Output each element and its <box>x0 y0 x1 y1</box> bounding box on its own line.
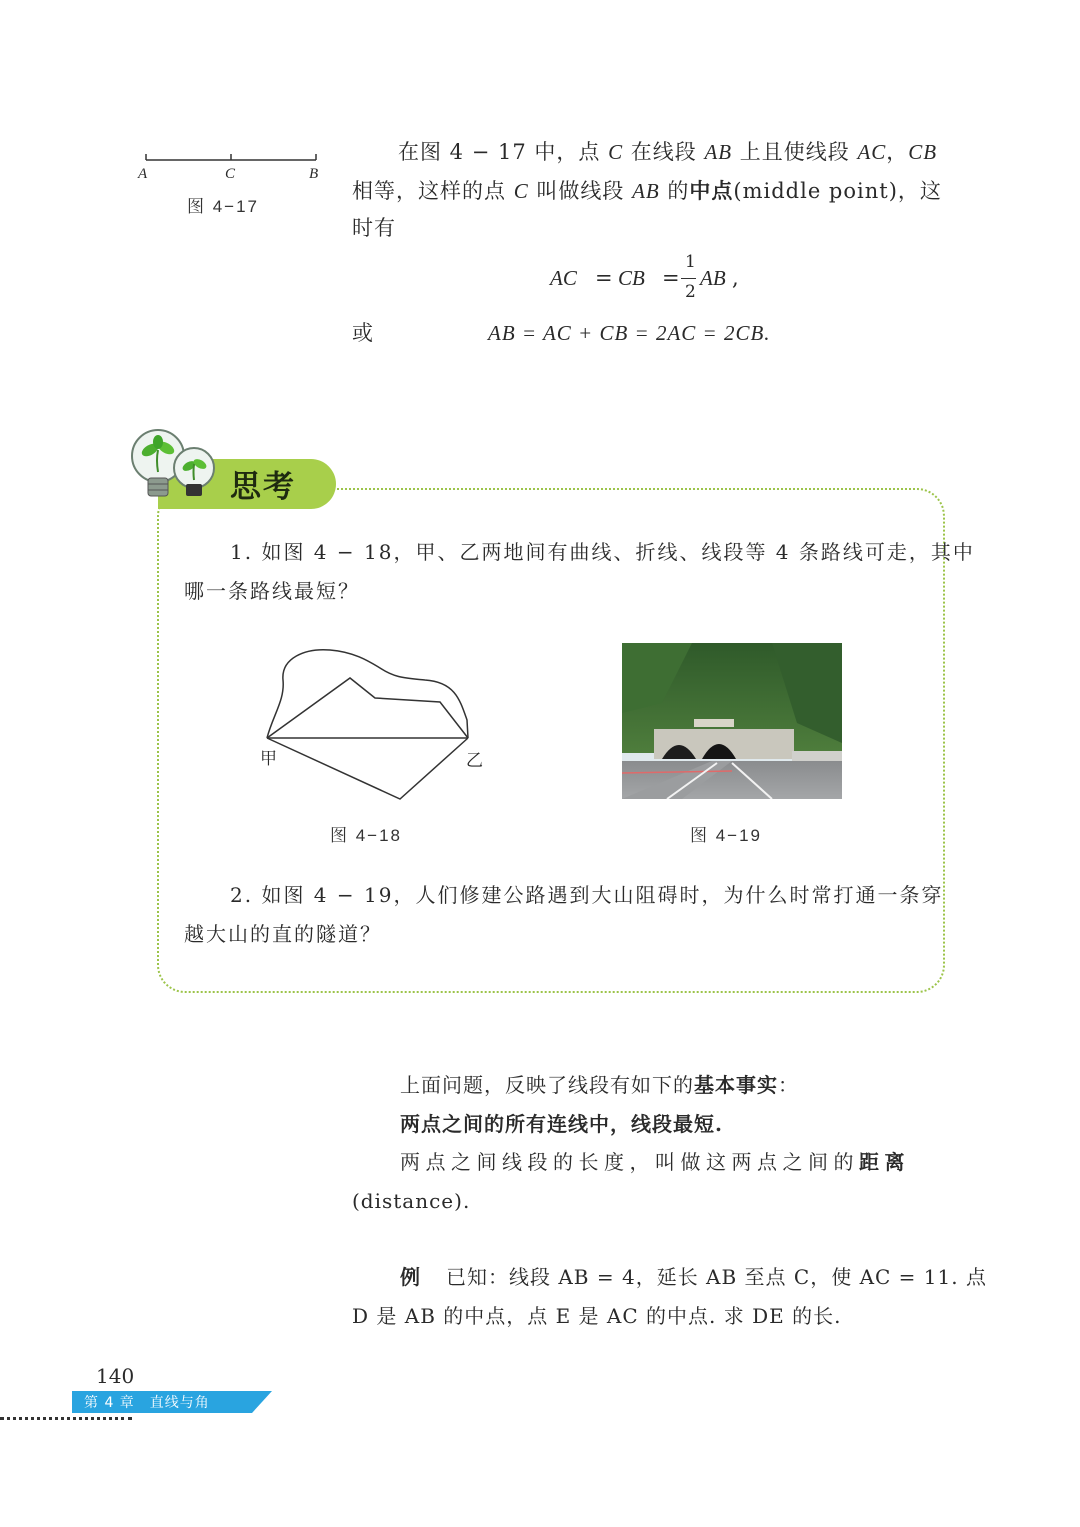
figure-4-19-caption: 图 4−19 <box>690 826 763 845</box>
formula-or-label: 或 <box>352 321 374 345</box>
example-label: 例 <box>400 1265 421 1289</box>
fact-line-3: 两点之间线段的长度，叫做这两点之间的距离 <box>400 1150 910 1174</box>
intro-line-2: 相等，这样的点 C 叫做线段 AB 的中点(middle point)，这 <box>352 178 942 203</box>
label-jia: 甲 <box>260 749 277 769</box>
lightbulb-plant-icon <box>126 420 226 516</box>
question-2-line-2: 越大山的直的隧道？ <box>184 922 382 946</box>
intro-line-3: 时有 <box>352 216 396 240</box>
fact-line-4: (distance). <box>352 1189 471 1213</box>
figure-4-18-caption: 图 4−18 <box>330 826 403 845</box>
question-2-line-1: 2. 如图 4 − 19，人们修建公路遇到大山阻碍时，为什么时常打通一条穿 <box>230 883 944 907</box>
label-yi: 乙 <box>466 751 483 771</box>
think-title: 思考 <box>230 469 296 505</box>
page-number: 140 <box>96 1364 135 1388</box>
figure-4-18-routes <box>255 640 485 810</box>
point-a-label: A <box>138 166 148 182</box>
intro-line-1: 在图 4 − 17 中，点 C 在线段 AB 上且使线段 AC，CB <box>398 140 938 164</box>
chapter-title: 第 4 章 直线与角 <box>84 1395 210 1411</box>
figure-4-17-caption: 图 4−17 <box>187 197 260 216</box>
point-b-label: B <box>309 166 319 182</box>
midpoint-term: 中点 <box>689 178 734 203</box>
fact-line-1: 上面问题，反映了线段有如下的基本事实： <box>400 1073 799 1097</box>
figure-4-19-tunnel-photo <box>622 643 842 799</box>
example-line-2: D 是 AB 的中点，点 E 是 AC 的中点. 求 DE 的长. <box>352 1304 842 1328</box>
question-1-line-1: 1. 如图 4 − 18，甲、乙两地间有曲线、折线、线段等 4 条路线可走，其中 <box>230 540 975 564</box>
example-line-1: 已知：线段 AB = 4，延长 AB 至点 C，使 AC = 11. 点 <box>446 1265 987 1289</box>
question-1-line-2: 哪一条路线最短？ <box>184 579 360 603</box>
point-c-label: C <box>225 166 236 182</box>
footer-dotted-line <box>0 1417 132 1420</box>
fact-line-2: 两点之间的所有连线中，线段最短. <box>400 1112 723 1136</box>
formula-sum: AB = AC + CB = 2AC = 2CB. <box>488 321 771 345</box>
